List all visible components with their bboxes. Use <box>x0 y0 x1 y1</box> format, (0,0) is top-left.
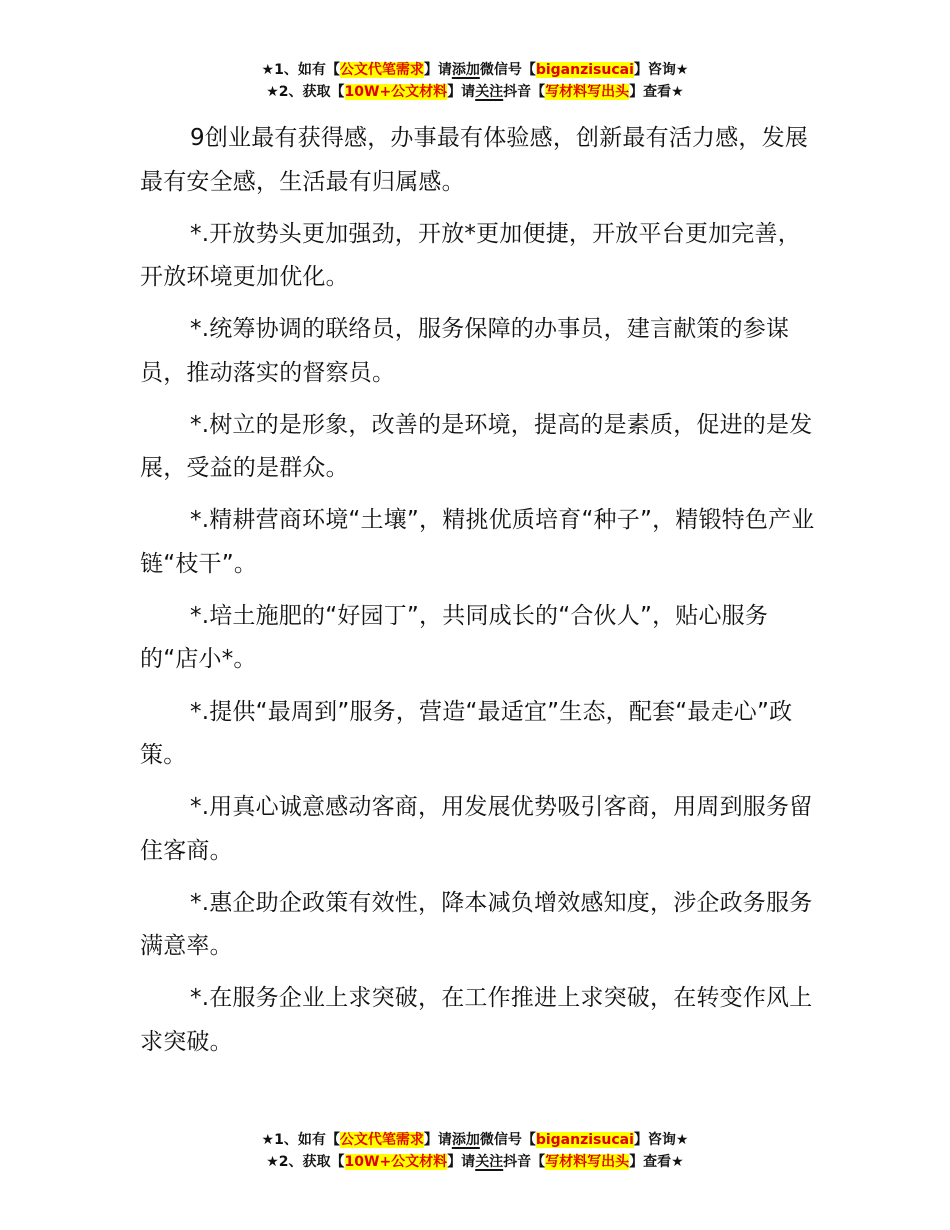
paragraph: *.惠企助企政策有效性，降本减负增效感知度，涉企政务服务满意率。 <box>140 889 813 960</box>
banner-text: ★2、获取【 <box>266 84 345 100</box>
underlined-word: 关注 <box>475 1154 504 1170</box>
document-body <box>140 117 820 1073</box>
banner-line-1 <box>0 1129 950 1151</box>
banner-text: 】查看★ <box>629 84 684 100</box>
header-banner <box>0 59 950 103</box>
banner-text: 】请 <box>447 84 476 100</box>
banner-text: ★2、获取【 <box>266 1154 345 1170</box>
highlight-service: 公文代笔需求 <box>339 62 424 78</box>
banner-text: ★1、如有【 <box>261 1132 340 1148</box>
paragraph: 9创业最有获得感，办事最有体验感，创新最有活力感，发展最有安全感，生活最有归属感。 <box>140 125 809 195</box>
banner-line-1 <box>0 59 950 81</box>
paragraph: *.提供“最周到”服务，营造“最适宜”生态，配套“最走心”政策。 <box>140 698 793 769</box>
banner-line-2 <box>0 81 950 103</box>
highlight-materials: 10W+公文材料 <box>344 1154 448 1170</box>
highlight-douyin-account: 写材料写出头 <box>545 84 630 100</box>
underlined-word: 关注 <box>475 84 504 100</box>
banner-text: 微信号【 <box>479 62 536 78</box>
paragraph: *.统筹协调的联络员，服务保障的办事员，建言献策的参谋员，推动落实的督察员。 <box>140 316 790 386</box>
banner-text: ★1、如有【 <box>261 62 340 78</box>
underlined-word: 添加 <box>451 1132 480 1148</box>
banner-text: 】查看★ <box>629 1154 684 1170</box>
paragraph: *.在服务企业上求突破，在工作推进上求突破，在转变作风上求突破。 <box>140 985 813 1055</box>
paragraph: *.培土施肥的“好园丁”，共同成长的“合伙人”，贴心服务的“店小*。 <box>140 602 769 673</box>
underlined-word: 添加 <box>451 62 480 78</box>
banner-line-2 <box>0 1151 950 1173</box>
banner-text: 】请 <box>423 62 452 78</box>
paragraph: *.树立的是形象，改善的是环境，提高的是素质，促进的是发展，受益的是群众。 <box>140 411 813 482</box>
banner-text: 】请 <box>447 1154 476 1170</box>
banner-text: 抖音【 <box>503 1154 546 1170</box>
paragraph: *.用真心诚意感动客商，用发展优势吸引客商，用周到服务留住客商。 <box>140 794 813 864</box>
highlight-wechat-id: biganzisucai <box>535 62 634 78</box>
banner-text: 】咨询★ <box>633 62 689 78</box>
highlight-douyin-account: 写材料写出头 <box>545 1154 630 1170</box>
banner-text: 微信号【 <box>479 1132 536 1148</box>
paragraph: *.精耕营商环境“土壤”，精挑优质培育“种子”，精锻特色产业链“枝干”。 <box>140 507 815 577</box>
highlight-materials: 10W+公文材料 <box>344 84 448 100</box>
highlight-wechat-id: biganzisucai <box>535 1132 634 1148</box>
highlight-service: 公文代笔需求 <box>339 1132 424 1148</box>
footer-banner <box>0 1129 950 1173</box>
banner-text: 】请 <box>423 1132 452 1148</box>
paragraph: *.开放势头更加强劲，开放*更加便捷，开放平台更加完善，开放环境更加优化。 <box>140 220 801 291</box>
banner-text: 抖音【 <box>503 84 546 100</box>
banner-text: 】咨询★ <box>633 1132 689 1148</box>
